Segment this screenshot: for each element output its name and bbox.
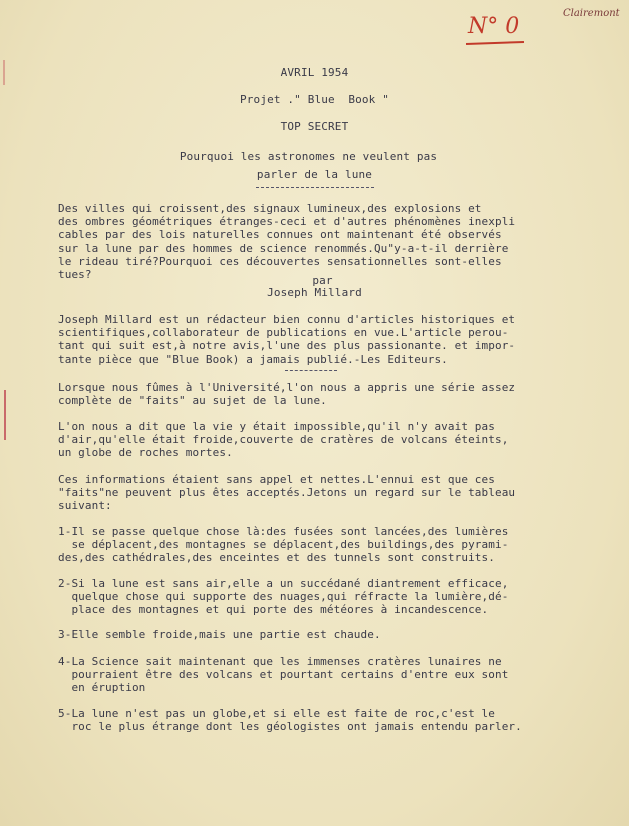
text-line: tante pièce que "Blue Book) a jamais publié.-Les Editeurs. (58, 352, 448, 366)
text-line: 1-Il se passe quelque chose là:des fusées sont lancées,des lumières (58, 525, 509, 538)
text-line: scientifiques,collaborateur de publications en vue.L'article perou- (58, 326, 509, 340)
article-title-line-1: Pourquoi les astronomes ne veulent pas (179, 150, 438, 163)
byline-par: par (312, 274, 333, 287)
document-date: AVRIL 1954 (280, 66, 349, 79)
text-line: suivant: (58, 499, 112, 513)
byline-author: Joseph Millard (267, 286, 362, 299)
text-line: 5-La lune n'est pas un globe,et si elle est faite de roc,c'est le (58, 707, 495, 720)
paragraph-3 (58, 473, 515, 513)
paragraph-2 (58, 420, 508, 460)
text-line: des,des cathédrales,des enceintes et des tunnels sont construits. (58, 551, 495, 565)
section-rule (285, 370, 337, 371)
article-title-line-2: parler de la lune (256, 168, 373, 181)
text-line: cables par des lois naturelles connues ont maintenant été observés (58, 228, 502, 242)
intro-paragraph (58, 202, 515, 281)
number-mark-underline (466, 41, 524, 45)
text-line: Ces informations étaient sans appel et nettes.L'ennui est que ces (58, 473, 495, 486)
text-line: 4-La Science sait maintenant que les immenses cratères lunaires ne (58, 655, 502, 668)
margin-mark (4, 390, 6, 440)
list-item-1 (58, 525, 508, 565)
handwritten-corner-note: Clairemont (563, 8, 620, 19)
text-line: un globe de roches mortes. (58, 446, 233, 460)
handwritten-number-mark: N° 0 (468, 14, 520, 39)
text-line: roc le plus étrange dont les géologistes ont jamais entendu parler. (58, 720, 522, 734)
text-line: tant qui suit est,à notre avis,l'une des plus passionante. et impor- (58, 339, 516, 353)
text-line: L'on nous a dit que la vie y était impossible,qu'il n'y avait pas (58, 420, 495, 433)
list-item-5 (58, 707, 522, 733)
text-line: en éruption (58, 681, 146, 695)
text-line: pourraient être des volcans et pourtant certains d'entre eux sont (58, 668, 509, 682)
paragraph-1 (58, 381, 515, 407)
text-line: 2-Si la lune est sans air,elle a un succédané diantrement efficace, (58, 577, 509, 590)
text-line: des ombres géométriques étranges-ceci et d'autres phénomènes inexpli (58, 215, 516, 229)
text-line: "faits"ne peuvent plus êtes acceptés.Jetons un regard sur le tableau (58, 486, 516, 500)
list-item-3 (58, 628, 381, 641)
editor-note (58, 313, 515, 366)
list-item-4 (58, 655, 508, 695)
text-line: 3-Elle semble froide,mais une partie est chaude. (58, 628, 381, 641)
text-line: Joseph Millard est un rédacteur bien connu d'articles historiques et (58, 313, 516, 326)
text-line: se déplacent,des montagnes se déplacent,des buildings,des pyrami- (58, 538, 509, 552)
text-line: le rideau tiré?Pourquoi ces découvertes sensationnelles sont-elles (58, 254, 502, 268)
text-line: d'air,qu'elle était froide,couverte de cratères de volcans éteints, (58, 433, 509, 447)
text-line: quelque chose qui supporte des nuages,qui réfracte la lumière,dé- (58, 590, 509, 604)
text-line: place des montagnes et qui porte des météores à incandescence. (58, 603, 489, 617)
list-item-2 (58, 577, 508, 617)
text-line: Des villes qui croissent,des signaux lumineux,des explosions et (58, 202, 482, 215)
text-line: Lorsque nous fûmes à l'Université,l'on nous a appris une série assez (58, 381, 516, 394)
title-rule (256, 187, 374, 188)
text-line: complète de "faits" au sujet de la lune. (58, 394, 327, 408)
text-line: sur la lune par des hommes de science renommés.Qu"y-a-t-il derrière (58, 241, 509, 255)
classification-label: TOP SECRET (280, 120, 349, 133)
text-line: tues? (58, 268, 92, 282)
project-name: Projet ." Blue Book " (240, 93, 389, 106)
